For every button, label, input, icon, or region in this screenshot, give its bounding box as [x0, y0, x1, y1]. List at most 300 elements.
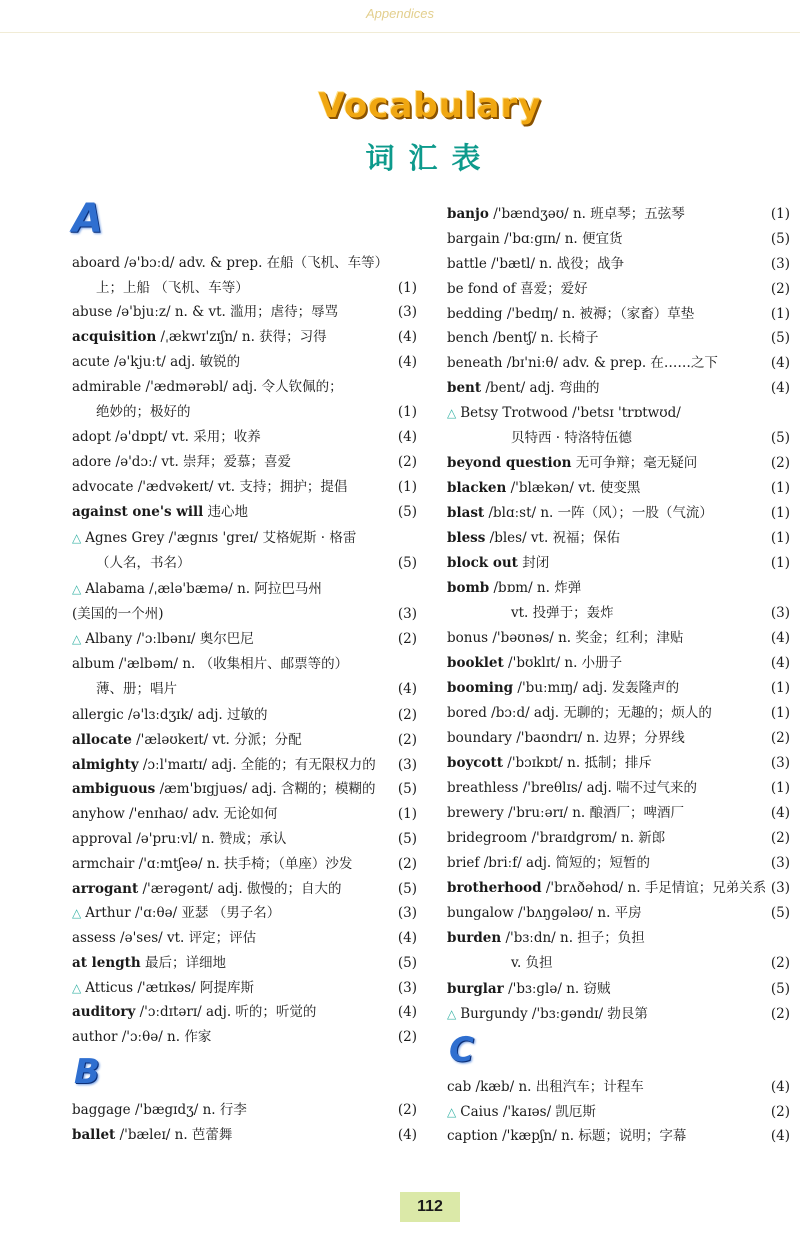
vocab-entry	[72, 325, 417, 349]
entry-unit-number: (2)	[397, 856, 417, 872]
entry-headword: blast	[447, 505, 485, 521]
entry-definition: /æm'bɪgjuəs/ adj. 含糊的；模糊的	[155, 781, 376, 797]
entry-unit-number: (1)	[770, 555, 790, 571]
entry-unit-number: (4)	[397, 329, 417, 345]
entry-text	[447, 227, 623, 251]
entry-unit-number: (2)	[397, 1102, 417, 1118]
entry-text	[72, 602, 164, 626]
entry-text	[72, 877, 341, 901]
triangle-marker-icon: △	[447, 1105, 457, 1119]
entry-text	[72, 251, 388, 275]
section-letter-b: B	[74, 1052, 100, 1092]
entry-definition: /'æləʊkeɪt/ vt. 分派；分配	[131, 732, 302, 748]
entry-headword: auditory	[72, 1004, 136, 1020]
vocab-entry	[72, 526, 417, 550]
page-subtitle: 词汇表	[365, 141, 495, 175]
entry-text	[447, 851, 650, 875]
entry-definition: bedding /'bedɪŋ/ n. 被褥；（家畜）草垫	[447, 306, 695, 322]
entry-unit-number: (2)	[397, 1029, 417, 1045]
entry-text	[96, 400, 191, 424]
entry-definition: Albany /'ɔːlbənɪ/ 奥尔巴尼	[85, 631, 254, 647]
vocab-entry	[72, 777, 417, 801]
entry-unit-number: (1)	[770, 505, 790, 521]
entry-unit-number: (5)	[397, 504, 417, 520]
entry-unit-number: (2)	[397, 732, 417, 748]
entry-text	[96, 276, 249, 300]
section-letter-a: A	[72, 196, 103, 242]
entry-definition: cab /kæb/ n. 出租汽车；计程车	[447, 1079, 644, 1095]
entry-definition: boundary /'baʊndrɪ/ n. 边界；分界线	[447, 730, 685, 746]
entry-unit-number: (2)	[770, 730, 790, 746]
running-head: Appendices	[366, 6, 434, 21]
vocab-entry	[447, 451, 790, 475]
vocab-entry	[447, 776, 790, 800]
entry-text	[447, 526, 620, 550]
vocab-entry	[72, 901, 417, 925]
entry-text	[447, 476, 640, 500]
entry-headword: burglar	[447, 981, 504, 997]
vocab-entry	[447, 626, 790, 650]
entry-headword: booklet	[447, 655, 504, 671]
page-title: Vocabulary	[318, 86, 542, 126]
entry-unit-number: (4)	[770, 805, 790, 821]
vocab-entry	[447, 977, 790, 1001]
entry-unit-number: (2)	[397, 631, 417, 647]
entry-unit-number: (4)	[770, 1128, 790, 1144]
entry-unit-number: (1)	[770, 206, 790, 222]
vocab-entry	[72, 300, 417, 324]
entry-unit-number: (5)	[770, 430, 790, 446]
entry-unit-number: (3)	[770, 605, 790, 621]
entry-definition: author /'ɔːθə/ n. 作家	[72, 1029, 212, 1045]
entry-unit-number: (2)	[770, 455, 790, 471]
entry-unit-number: (5)	[770, 231, 790, 247]
entry-text	[447, 626, 683, 650]
vocab-entry	[447, 576, 790, 600]
entry-definition: bungalow /'bʌŋgələʊ/ n. 平房	[447, 905, 642, 921]
vocab-entry	[72, 276, 417, 300]
entry-text	[72, 901, 280, 925]
entry-unit-number: (4)	[770, 630, 790, 646]
entry-definition: /'brʌðəhʊd/ n. 手足情谊；兄弟关系	[541, 880, 767, 896]
vocab-entry	[447, 601, 790, 625]
entry-unit-number: (3)	[397, 980, 417, 996]
entry-text	[72, 1098, 247, 1122]
triangle-marker-icon: △	[447, 1007, 457, 1021]
vocab-entry	[447, 302, 790, 326]
entry-headword: blacken	[447, 480, 507, 496]
vocab-entry	[447, 501, 790, 525]
entry-text	[447, 751, 652, 775]
entry-unit-number: (5)	[397, 831, 417, 847]
left-column	[72, 0, 417, 1241]
triangle-marker-icon: △	[72, 632, 82, 646]
entry-unit-number: (1)	[397, 806, 417, 822]
entry-text	[447, 977, 610, 1001]
vocab-entry	[72, 852, 417, 876]
vocab-entry	[447, 551, 790, 575]
entry-unit-number: (2)	[770, 281, 790, 297]
vocab-entry	[72, 652, 417, 676]
vocab-entry	[72, 1123, 417, 1147]
entry-unit-number: (4)	[397, 429, 417, 445]
entry-headword: brotherhood	[447, 880, 542, 896]
entry-text	[72, 425, 261, 449]
entry-definition: /'bæleɪ/ n. 芭蕾舞	[115, 1127, 233, 1143]
entry-unit-number: (1)	[770, 780, 790, 796]
entry-text	[447, 302, 694, 326]
entry-headword: boycott	[447, 755, 503, 771]
entry-definition: baggage /'bægɪdʒ/ n. 行李	[72, 1102, 247, 1118]
entry-text	[447, 676, 679, 700]
vocab-entry	[447, 926, 790, 950]
vocab-entry	[447, 202, 790, 226]
entry-text	[72, 802, 278, 826]
entry-text	[72, 577, 322, 601]
entry-definition: bargain /'bɑːgɪn/ n. 便宜货	[447, 231, 623, 247]
vocab-entry	[447, 876, 790, 900]
entry-text	[72, 1025, 211, 1049]
entry-text	[72, 350, 240, 374]
entry-definition: 绝妙的；极好的	[96, 404, 191, 420]
triangle-marker-icon: △	[447, 406, 457, 420]
vocab-entry	[72, 627, 417, 651]
entry-headword: block out	[447, 555, 518, 571]
vocab-entry	[72, 877, 417, 901]
entry-text	[72, 852, 352, 876]
entry-headword: bless	[447, 530, 486, 546]
entry-definition: approval /ə'pruːvl/ n. 赞成；承认	[72, 831, 287, 847]
entry-text	[447, 376, 599, 400]
vocab-entry	[447, 726, 790, 750]
entry-text	[72, 300, 338, 324]
entry-unit-number: (4)	[397, 930, 417, 946]
vocab-entry	[72, 677, 417, 701]
entry-text	[447, 776, 697, 800]
entry-text	[447, 326, 598, 350]
entry-definition: aboard /ə'bɔːd/ adv. & prep. 在船（飞机、车等）	[72, 255, 389, 271]
entry-text	[72, 703, 267, 727]
vocab-entry	[72, 1000, 417, 1024]
vocab-entry	[447, 252, 790, 276]
entry-text	[72, 627, 254, 651]
entry-definition: bored /bɔːd/ adj. 无聊的；无趣的；烦人的	[447, 705, 712, 721]
entry-unit-number: (4)	[770, 1079, 790, 1095]
entry-unit-number: (3)	[397, 606, 417, 622]
vocab-entry	[72, 602, 417, 626]
entry-text	[72, 976, 254, 1000]
entry-text	[447, 501, 713, 525]
triangle-marker-icon: △	[72, 906, 82, 920]
entry-unit-number: (3)	[397, 905, 417, 921]
vocab-entry	[72, 500, 417, 524]
entry-definition: /'buːmɪŋ/ adj. 发轰隆声的	[513, 680, 680, 696]
entry-definition: advocate /'ædvəkeɪt/ vt. 支持；拥护；提倡	[72, 479, 348, 495]
entry-unit-number: (2)	[397, 454, 417, 470]
vocab-entry	[72, 551, 417, 575]
entry-unit-number: (4)	[770, 655, 790, 671]
entry-definition: Caius /'kaɪəs/ 凯厄斯	[460, 1104, 596, 1120]
vocab-entry	[447, 901, 790, 925]
entry-definition: abuse /ə'bjuːz/ n. & vt. 滥用；虐待；辱骂	[72, 304, 339, 320]
entry-definition: /bɒm/ n. 炸弹	[489, 580, 582, 596]
entry-headword: ambiguous	[72, 781, 156, 797]
vocab-entry	[447, 476, 790, 500]
entry-headword: almighty	[72, 757, 139, 773]
vocab-entry	[72, 976, 417, 1000]
entry-unit-number: (1)	[397, 280, 417, 296]
entry-headword: ballet	[72, 1127, 116, 1143]
entry-text	[96, 677, 177, 701]
vocab-entry	[447, 277, 790, 301]
entry-definition: Atticus /'ætɪkəs/ 阿提库斯	[85, 980, 255, 996]
vocab-entry	[72, 753, 417, 777]
triangle-marker-icon: △	[72, 582, 82, 596]
entry-unit-number: (4)	[397, 681, 417, 697]
entry-text	[447, 876, 766, 900]
entry-text	[447, 277, 588, 301]
entry-text	[96, 551, 191, 575]
entry-text	[72, 375, 343, 399]
vocab-entry	[447, 376, 790, 400]
entry-unit-number: (1)	[770, 530, 790, 546]
vocab-entry	[72, 802, 417, 826]
vocab-entry	[447, 326, 790, 350]
entry-unit-number: (1)	[770, 680, 790, 696]
vocab-entry	[447, 851, 790, 875]
entry-definition: album /'ælbəm/ n. （收集相片、邮票等的）	[72, 656, 349, 672]
entry-text	[447, 1075, 644, 1099]
entry-unit-number: (2)	[397, 707, 417, 723]
entry-text	[447, 576, 581, 600]
entry-text	[72, 926, 256, 950]
entry-headword: bent	[447, 380, 482, 396]
entry-unit-number: (5)	[770, 905, 790, 921]
entry-definition: /'bɜːdn/ n. 担子；负担	[501, 930, 645, 946]
vocab-entry	[72, 1025, 417, 1049]
vocab-entry	[447, 426, 790, 450]
entry-definition: 薄、册；唱片	[96, 681, 177, 697]
vocab-entry	[72, 425, 417, 449]
entry-text	[447, 701, 712, 725]
entry-definition: v. 负担	[511, 955, 553, 971]
entry-definition: /'bʊklɪt/ n. 小册子	[503, 655, 623, 671]
entry-definition: /'bɔɪkɒt/ n. 抵制；排斥	[502, 755, 652, 771]
entry-text	[72, 827, 286, 851]
entry-definition: /'bændʒəʊ/ n. 班卓琴；五弦琴	[488, 206, 685, 222]
triangle-marker-icon: △	[72, 531, 82, 545]
entry-text	[447, 1124, 686, 1148]
vocab-entry	[72, 450, 417, 474]
entry-definition: anyhow /'enɪhaʊ/ adv. 无论如何	[72, 806, 278, 822]
entry-definition: brewery /'bruːərɪ/ n. 酿酒厂；啤酒厂	[447, 805, 684, 821]
entry-unit-number: (5)	[770, 330, 790, 346]
entry-definition: 上；上船 （飞机、车等）	[96, 280, 249, 296]
entry-definition: /'blækən/ vt. 使变黑	[506, 480, 641, 496]
entry-definition: /blɑːst/ n. 一阵（风）；一股（气流）	[484, 505, 713, 521]
entry-unit-number: (3)	[770, 755, 790, 771]
entry-definition: allergic /ə'lɜːdʒɪk/ adj. 过敏的	[72, 707, 268, 723]
entry-unit-number: (5)	[397, 955, 417, 971]
entry-headword: banjo	[447, 206, 489, 222]
entry-text	[511, 951, 553, 975]
entry-unit-number: (4)	[770, 355, 790, 371]
vocab-entry	[447, 826, 790, 850]
entry-text	[72, 1000, 316, 1024]
vocab-entry	[72, 1098, 417, 1122]
entry-headword: against one's will	[72, 504, 204, 520]
entry-definition: /'ærəgənt/ adj. 傲慢的；自大的	[138, 881, 342, 897]
entry-definition: 违心地	[203, 504, 249, 520]
vocab-entry	[72, 400, 417, 424]
entry-unit-number: (2)	[770, 955, 790, 971]
entry-definition: （人名，书名）	[96, 555, 191, 571]
vocab-entry	[72, 251, 417, 275]
entry-definition: 无可争辩；毫无疑问	[571, 455, 698, 471]
entry-text	[447, 901, 642, 925]
entry-unit-number: (2)	[770, 830, 790, 846]
entry-text	[72, 1123, 232, 1147]
entry-unit-number: (1)	[397, 479, 417, 495]
entry-definition: bridegroom /'braɪdgrʊm/ n. 新郎	[447, 830, 666, 846]
entry-definition: acute /ə'kjuːt/ adj. 敏锐的	[72, 354, 241, 370]
entry-text	[447, 801, 684, 825]
entry-text	[447, 202, 685, 226]
entry-definition: /ɔːl'maɪtɪ/ adj. 全能的；有无限权力的	[138, 757, 376, 773]
vocab-entry	[72, 375, 417, 399]
entry-definition: /'ɔːdɪtərɪ/ adj. 听的；听觉的	[135, 1004, 317, 1020]
entry-unit-number: (4)	[397, 1004, 417, 1020]
entry-headword: acquisition	[72, 329, 157, 345]
vocab-entry	[447, 676, 790, 700]
entry-unit-number: (2)	[770, 1104, 790, 1120]
entry-unit-number: (4)	[770, 380, 790, 396]
entry-definition: admirable /'ædmərəbl/ adj. 令人钦佩的；	[72, 379, 343, 395]
entry-text	[72, 475, 347, 499]
vocab-entry	[72, 577, 417, 601]
entry-headword: burden	[447, 930, 502, 946]
entry-text	[447, 651, 622, 675]
entry-unit-number: (3)	[770, 880, 790, 896]
entry-headword: allocate	[72, 732, 132, 748]
vocab-entry	[447, 701, 790, 725]
entry-text	[72, 450, 291, 474]
vocab-entry	[72, 703, 417, 727]
entry-unit-number: (5)	[770, 981, 790, 997]
entry-definition: brief /briːf/ adj. 简短的；短暂的	[447, 855, 650, 871]
section-letter-c: C	[449, 1030, 474, 1070]
entry-text	[447, 1100, 596, 1124]
entry-definition: Alabama /ˌælə'bæmə/ n. 阿拉巴马州	[85, 581, 322, 597]
entry-text	[72, 728, 302, 752]
entry-text	[72, 777, 376, 801]
entry-definition: beneath /bɪ'niːθ/ adv. & prep. 在……之下	[447, 355, 718, 371]
entry-text	[72, 325, 327, 349]
entry-definition: adore /ə'dɔː/ vt. 崇拜；爱慕；喜爱	[72, 454, 292, 470]
entry-unit-number: (1)	[770, 306, 790, 322]
entry-headword: at length	[72, 955, 141, 971]
vocab-entry	[72, 728, 417, 752]
vocab-entry	[72, 926, 417, 950]
vocab-entry	[447, 751, 790, 775]
vocab-entry	[447, 351, 790, 375]
entry-definition: Betsy Trotwood /'betsɪ 'trɒtwʊd/	[460, 405, 681, 421]
vocab-entry	[447, 401, 790, 425]
entry-definition: bonus /'bəʊnəs/ n. 奖金；红利；津贴	[447, 630, 684, 646]
entry-definition: Arthur /'ɑːθə/ 亚瑟 （男子名）	[85, 905, 281, 921]
entry-text	[447, 351, 718, 375]
entry-unit-number: (3)	[770, 256, 790, 272]
entry-text	[72, 526, 356, 550]
entry-text	[511, 426, 632, 450]
entry-unit-number: (5)	[397, 555, 417, 571]
entry-unit-number: (3)	[397, 757, 417, 773]
entry-unit-number: (5)	[397, 781, 417, 797]
entry-text	[72, 652, 348, 676]
entry-unit-number: (4)	[397, 1127, 417, 1143]
vocab-entry	[447, 801, 790, 825]
entry-definition: (美国的一个州)	[72, 606, 164, 622]
entry-definition: bench /bentʃ/ n. 长椅子	[447, 330, 599, 346]
entry-definition: adopt /ə'dɒpt/ vt. 采用；收养	[72, 429, 261, 445]
entry-definition: /ˌækwɪ'zɪʃn/ n. 获得；习得	[156, 329, 327, 345]
entry-unit-number: (3)	[397, 304, 417, 320]
entry-unit-number: (2)	[770, 1006, 790, 1022]
entry-unit-number: (1)	[397, 404, 417, 420]
entry-definition: /bles/ vt. 祝福；保佑	[485, 530, 621, 546]
entry-text	[72, 753, 376, 777]
vocab-entry	[72, 350, 417, 374]
vocab-entry	[447, 1075, 790, 1099]
entry-unit-number: (1)	[770, 480, 790, 496]
vocab-entry	[447, 951, 790, 975]
vocab-entry	[447, 526, 790, 550]
vocab-entry	[447, 1100, 790, 1124]
vocab-entry	[72, 951, 417, 975]
entry-definition: battle /'bætl/ n. 战役；战争	[447, 256, 625, 272]
entry-text	[511, 601, 614, 625]
entry-text	[447, 551, 549, 575]
entry-text	[447, 252, 624, 276]
entry-definition: vt. 投弹于；轰炸	[511, 605, 614, 621]
vocab-entry	[447, 651, 790, 675]
entry-definition: 封闭	[517, 555, 550, 571]
vocab-entry	[447, 1002, 790, 1026]
entry-headword: arrogant	[72, 881, 139, 897]
entry-unit-number: (1)	[770, 705, 790, 721]
entry-headword: booming	[447, 680, 514, 696]
right-column	[447, 0, 790, 1241]
entry-text	[447, 1002, 648, 1026]
entry-definition: caption /'kæpʃn/ n. 标题；说明；字幕	[447, 1128, 687, 1144]
entry-unit-number: (4)	[397, 354, 417, 370]
entry-headword: beyond question	[447, 455, 572, 471]
entry-definition: 贝特西 · 特洛特伍德	[511, 430, 632, 446]
entry-text	[72, 951, 226, 975]
entry-headword: bomb	[447, 580, 490, 596]
triangle-marker-icon: △	[72, 981, 82, 995]
vocab-entry	[72, 475, 417, 499]
entry-text	[447, 826, 665, 850]
entry-definition: 最后；详细地	[140, 955, 227, 971]
entry-definition: /bent/ adj. 弯曲的	[481, 380, 600, 396]
entry-definition: assess /ə'ses/ vt. 评定；评估	[72, 930, 257, 946]
entry-unit-number: (5)	[397, 881, 417, 897]
entry-text	[447, 726, 685, 750]
entry-definition: armchair /'ɑːmtʃeə/ n. 扶手椅；（单座）沙发	[72, 856, 353, 872]
entry-definition: Burgundy /'bɜːgəndɪ/ 勃艮第	[460, 1006, 648, 1022]
vocab-entry	[447, 227, 790, 251]
